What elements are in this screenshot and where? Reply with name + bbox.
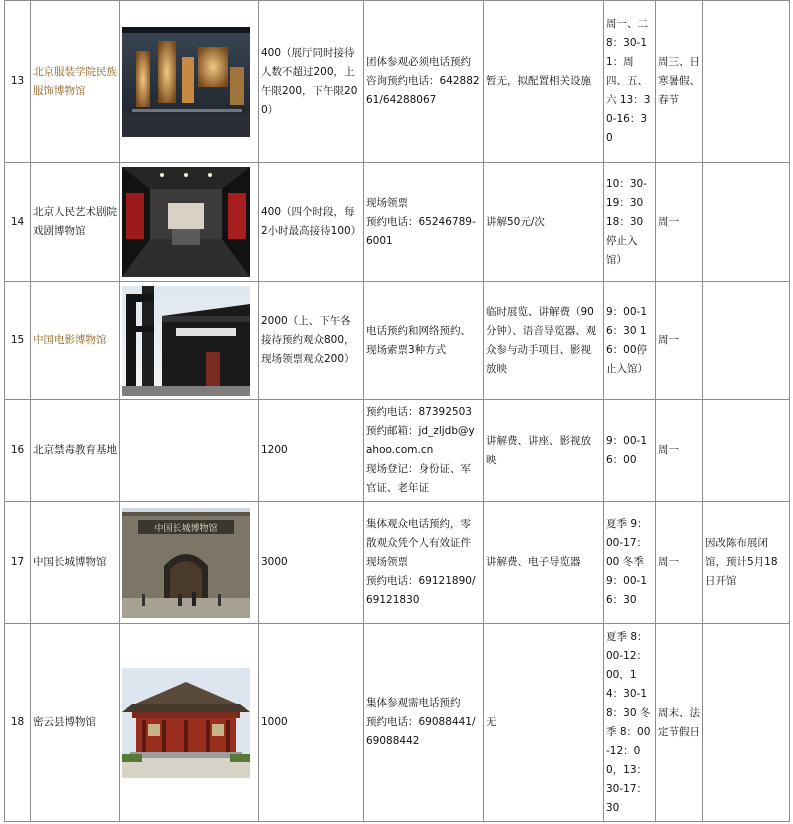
great-wall-museum-gate-photo	[122, 508, 250, 618]
closed-cell: 周末、法定节假日	[656, 624, 703, 822]
museum-exhibit-photo	[122, 27, 250, 137]
hours-cell: 9：00-16：00	[604, 400, 656, 502]
booking-line: 集体参观需电话预约	[366, 697, 461, 709]
booking-cell	[364, 1, 484, 163]
booking-line: 预约电话：87392503	[366, 406, 472, 418]
services-cell: 讲解50元/次	[484, 163, 604, 282]
closed-cell: 周一	[656, 282, 703, 400]
row-number: 18	[5, 624, 31, 822]
services-cell: 无	[484, 624, 604, 822]
photo-cell	[120, 1, 259, 163]
notes-cell	[703, 1, 790, 163]
notes-cell	[703, 282, 790, 400]
capacity-cell: 400（四个时段，每2小时最高接待100）	[259, 163, 364, 282]
booking-email: 预约邮箱：jd_zljdb@yahoo.com.cn	[366, 425, 475, 456]
museum-name[interactable]	[31, 1, 120, 163]
table-row	[5, 282, 790, 400]
notes-cell	[703, 624, 790, 822]
hours-cell: 9：00-16：30 16：00停止入馆）	[604, 282, 656, 400]
hours-cell: 周一、二 8：30-11：周四、五、六 13：30-16：30	[604, 1, 656, 163]
closed-cell: 周三、日 寒暑假、春节	[656, 1, 703, 163]
services-cell: 讲解费、电子导览器	[484, 502, 604, 624]
photo-cell	[120, 502, 259, 624]
capacity-cell: 1000	[259, 624, 364, 822]
photo-cell	[120, 282, 259, 400]
booking-line: 预约电话：69121890/69121830	[366, 575, 476, 606]
capacity-cell: 400（展厅同时接待人数不超过200，上午限200，下午限200）	[259, 1, 364, 163]
services-cell: 暂无，拟配置相关设施	[484, 1, 604, 163]
museum-name[interactable]	[31, 282, 120, 400]
museum-name: 密云县博物馆	[31, 624, 120, 822]
row-number: 15	[5, 282, 31, 400]
museum-name-link[interactable]: 北京服装学院民族服饰博物馆	[33, 65, 117, 97]
museum-name: 北京人民艺术剧院戏剧博物馆	[31, 163, 120, 282]
booking-cell	[364, 502, 484, 624]
booking-cell	[364, 282, 484, 400]
booking-line: 现场登记：身份证、军官证、老年证	[366, 463, 471, 494]
capacity-cell: 3000	[259, 502, 364, 624]
booking-line: 预约电话：69088441/69088442	[366, 716, 476, 747]
capacity-cell: 1200	[259, 400, 364, 502]
hours-cell: 夏季 9：00-17：00 冬季 9：00-16：30	[604, 502, 656, 624]
museum-info-table	[4, 0, 790, 822]
table-row	[5, 163, 790, 282]
capacity-cell: 2000（上、下午各接待预约观众800，现场领票观众200）	[259, 282, 364, 400]
table-row	[5, 400, 790, 502]
photo-cell	[120, 624, 259, 822]
services-cell: 讲解费、讲座、影视放映	[484, 400, 604, 502]
table-row	[5, 624, 790, 822]
museum-name: 中国长城博物馆	[31, 502, 120, 624]
museum-name-link[interactable]: 中国电影博物馆	[33, 334, 107, 346]
notes-cell: 因改陈布展闭馆，预计5月18日开馆	[703, 502, 790, 624]
booking-line: 电话预约和网络预约、现场索票3种方式	[366, 324, 471, 356]
booking-cell	[364, 624, 484, 822]
booking-cell	[364, 400, 484, 502]
photo-cell	[120, 400, 259, 502]
photo-cell	[120, 163, 259, 282]
booking-line: 集体观众电话预约，零散观众凭个人有效证件现场领票	[366, 518, 471, 568]
chinese-hall-building-photo	[122, 668, 250, 778]
table-row	[5, 502, 790, 624]
row-number: 14	[5, 163, 31, 282]
row-number: 17	[5, 502, 31, 624]
notes-cell	[703, 163, 790, 282]
services-cell: 临时展览、讲解费（90分钟）、语音导览器、观众参与动手项目、影视放映	[484, 282, 604, 400]
film-museum-building-photo	[122, 286, 250, 396]
booking-line: 现场领票	[366, 196, 408, 209]
table-row	[5, 1, 790, 163]
museum-name: 北京禁毒教育基地	[31, 400, 120, 502]
hours-cell: 夏季 8：00-12：00，14：30-18：30 冬季 8：00-12：00，13：30-17：30	[604, 624, 656, 822]
gate-caption: 中国长城博物馆	[154, 523, 218, 534]
closed-cell: 周一	[656, 400, 703, 502]
notes-cell	[703, 400, 790, 502]
row-number: 13	[5, 1, 31, 163]
hours-cell: 10：30-19：30 18：30停止入馆）	[604, 163, 656, 282]
booking-line: 预约电话：65246789-6001	[366, 215, 476, 247]
closed-cell: 周一	[656, 502, 703, 624]
closed-cell: 周一	[656, 163, 703, 282]
booking-cell	[364, 163, 484, 282]
row-number: 16	[5, 400, 31, 502]
booking-line: 团体参观必须电话预约	[366, 56, 471, 68]
theater-gallery-photo	[122, 167, 250, 277]
booking-line: 咨询预约电话：64288261/64288067	[366, 75, 480, 106]
